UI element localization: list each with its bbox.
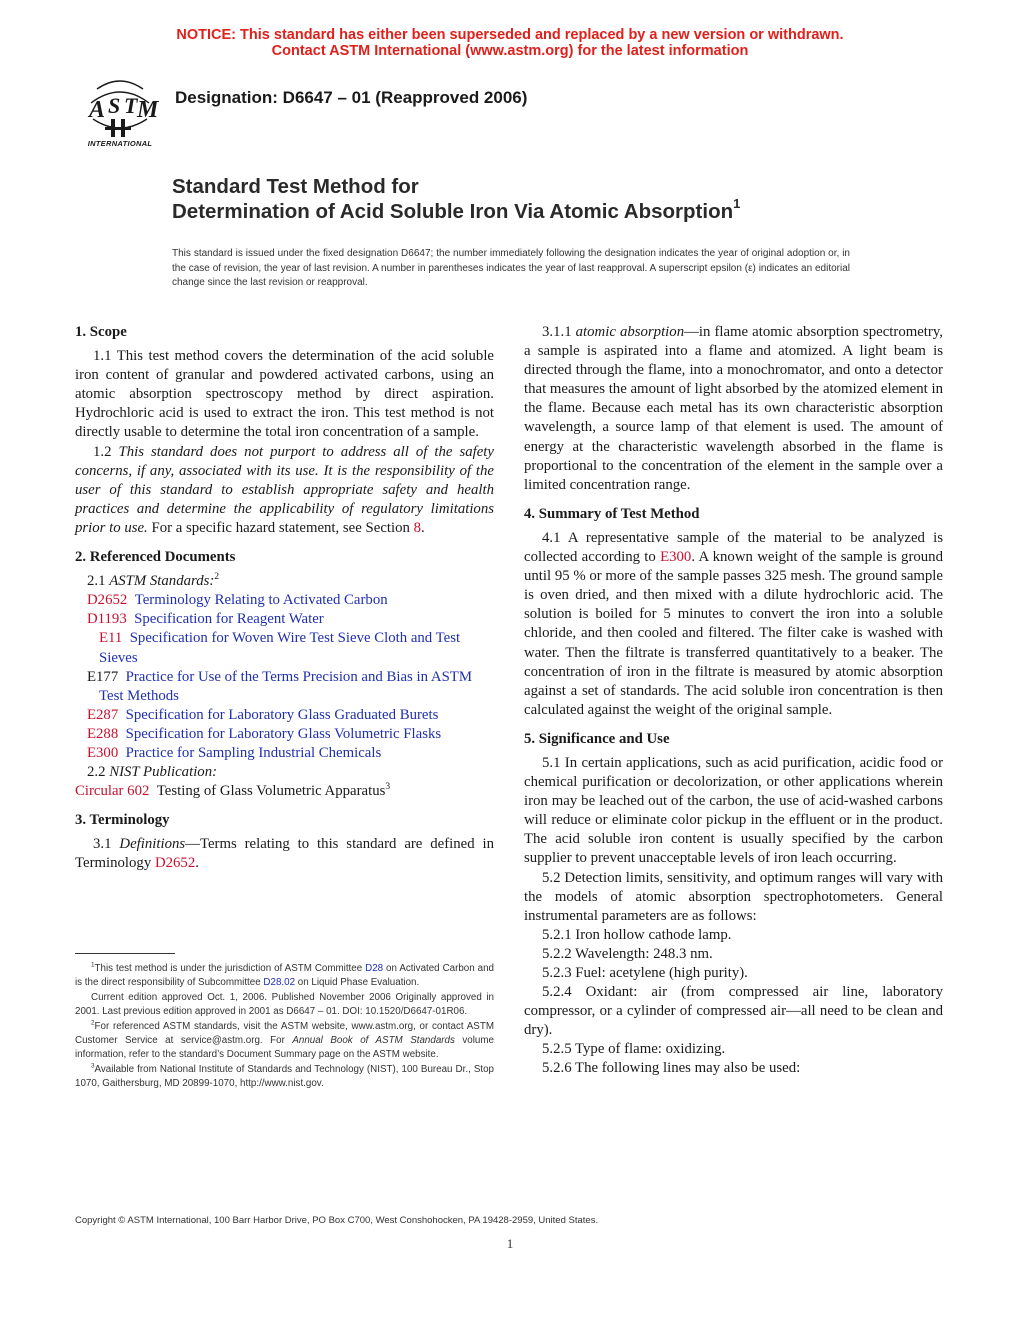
para-2-2-number: 2.2: [87, 764, 106, 781]
list-item: 5.2.4 Oxidant: air (from compressed air line, laboratory compressor, or a cylinder of compressed air—all need to be clean and dry).: [524, 984, 943, 1039]
title-footnote-marker: 1: [733, 196, 741, 211]
footnote-3: [75, 1063, 494, 1092]
nist-reference: [75, 782, 494, 801]
ref-title[interactable]: Terminology Relating to Activated Carbon: [134, 592, 388, 609]
footnote-2-italic: Annual Book of ASTM Standards: [292, 1035, 455, 1047]
section-1-heading: 1. Scope: [75, 324, 127, 340]
para-2-1: [75, 572, 494, 591]
list-item: 5.2.3 Fuel: acetylene (high purity).: [542, 965, 748, 981]
para-2-1-number: 2.1: [87, 573, 106, 590]
ref-code[interactable]: E288: [87, 725, 119, 742]
footnote-2-sup: 2: [91, 1019, 95, 1027]
designation: Designation: D6647 – 01 (Reapproved 2006): [175, 88, 528, 107]
svg-text:M: M: [137, 97, 159, 123]
footnote-1-text-c: on Liquid Phase Evaluation.: [297, 977, 420, 989]
ref-title[interactable]: Practice for Sampling Industrial Chemicals: [125, 744, 382, 761]
ref-title[interactable]: Practice for Use of the Terms Precision and Bias in ASTM Test Methods: [99, 668, 472, 704]
para-4-1: [524, 529, 943, 720]
astm-standards-label: ASTM Standards:: [109, 573, 215, 590]
para-1-1: 1.1 This test method covers the determination of the acid soluble iron content of granular and powdered activated carbons, using an atomic absorption spectroscopy method by direct aspiration. Hydrochloric acid is used to extract the iron. This test method is not directly usable to determine the total iron concentration of a sample.: [75, 348, 494, 441]
para-1-2: [75, 443, 494, 538]
astm-logo: [75, 75, 165, 155]
para-1-2-end: .: [421, 519, 425, 536]
section-4-heading: 4. Summary of Test Method: [524, 505, 700, 522]
para-3-1-1-number: 3.1.1: [542, 324, 572, 340]
ref-code[interactable]: D1193: [87, 611, 127, 628]
footnote-1-edition: Current edition approved Oct. 1, 2006. Published November 2006 Originally approved in 2001. Last previous edition approved in 2001 as D6647 – 01. DOI: 10.1520/D6647-01R06.: [75, 991, 494, 1018]
reference-list-item: [75, 706, 494, 725]
para-3-1-text: —Terms relating to this standard are defined in Terminology: [75, 836, 495, 872]
ref-code[interactable]: D2652: [87, 592, 128, 609]
section-2-heading: 2. Referenced Documents: [75, 549, 236, 566]
list-item: 5.2.5 Type of flame: oxidizing.: [542, 1041, 726, 1058]
ref-code[interactable]: E287: [87, 706, 119, 723]
section-3-heading: 3. Terminology: [75, 812, 170, 829]
section-5-heading: 5. Significance and Use: [524, 730, 670, 747]
atomic-absorption-term: atomic absorption: [575, 324, 685, 340]
reference-list-item: [75, 629, 494, 667]
para-4-1-start: 4.1 A representative sample of the material to be analyzed is collected according to: [524, 529, 943, 566]
svg-text:T: T: [124, 93, 138, 118]
ref-title[interactable]: Specification for Laboratory Glass Volumetric Flasks: [125, 725, 442, 742]
para-3-1: [75, 835, 494, 873]
definitions-term: Definitions: [119, 836, 186, 853]
footnote-1-text-a: This test method is under the jurisdiction of ASTM Committee: [94, 963, 363, 974]
d2652-link[interactable]: D2652: [154, 855, 196, 872]
e300-link[interactable]: E300: [660, 549, 692, 566]
para-3-1-end: .: [195, 855, 199, 872]
title-main: Determination of Acid Soluble Iron Via Atomic Absorption: [172, 200, 734, 223]
list-item: 5.2.6 The following lines may also be used:: [542, 1060, 801, 1077]
footnote-3-marker: 3: [385, 781, 391, 793]
footnote-1: [75, 962, 494, 991]
list-item: 5.2.2 Wavelength: 248.3 nm.: [542, 945, 713, 962]
copyright: Copyright © ASTM International, 100 Barr Harbor Drive, PO Box C700, West Conshohocken, PA 19428-2959, United States.: [75, 1215, 599, 1226]
footnotes: [75, 962, 494, 1092]
footnote-2-text-b: volume information, refer to the standard’s Document Summary page on the ASTM website.: [75, 1035, 494, 1061]
para-3-1-number: 3.1: [93, 836, 112, 853]
footnote-3-sup: 3: [91, 1062, 95, 1070]
para-4-1-rest: . A known weight of the sample is ground until 95 % or more of the sample passes 325 mesh. The ground sample is oven dried, and then mixed with a dilute hydrochloric acid. The solution is boiled for 5 minutes to convert the iron into a soluble chloride, and then cooled and filtered. The filter cake is washed with water. Then the filtrate is transferred quantitatively to a beaker. The concentration of iron in the filtrate is measured by atomic absorption against a set of standards. The acid soluble iron concentration is then calculated against the weight of the original sample.: [524, 549, 943, 718]
footnote-1-text-b: on Activated Carbon and is the direct responsibility of Subcommittee: [75, 963, 494, 989]
para-1-2-tail: For a specific hazard statement, see Section: [151, 519, 410, 536]
ref-code[interactable]: E300: [87, 744, 119, 761]
ref-title[interactable]: Specification for Reagent Water: [134, 611, 324, 628]
para-3-1-1-text: —in flame atomic absorption spectrometry, a sample is aspirated into a flame and atomized. A light beam is directed through the flame, into a monochromator, and onto a detector that measures the amount of light absorbed by the atomized element in the flame. Because each metal has its own characteristic absorption wavelength, a source lamp of that element is used. The amount of energy at the characteristic wavelength absorbed in the flame is proportional to the concentration of the element in the sample over a limited concentration range.: [524, 324, 943, 493]
nist-code[interactable]: Circular 602: [75, 783, 150, 800]
para-1-2-safety: This standard does not purport to address all of the safety concerns, if any, associated with its use. It is the responsibility of the user of this standard to establish appropriate safety and health practices and determine the applicability of regulatory limitations prior to use.: [75, 443, 494, 536]
footnote-divider: [75, 953, 175, 954]
notice-line-2: Contact ASTM International (www.astm.org) for the latest information: [271, 43, 749, 59]
reference-list-item: [75, 610, 494, 629]
svg-text:A: A: [89, 97, 106, 123]
para-5-1: 5.1 In certain applications, such as acid purification, acidic food or chemical purification or decolorization, or other applications wherein iron may be leached out of the carbon, the use of acid-washed carbons will reduce or eliminate color pickup in the effluent or in the product. The acid soluble iron content is usually specified by the carbon supplier to prevent unacceptable levels of iron leach occurring.: [524, 754, 943, 867]
section-8-link[interactable]: 8: [413, 519, 422, 536]
footnote-2-marker: 2: [214, 571, 220, 583]
para-3-1-1: [524, 323, 943, 495]
ref-title[interactable]: Specification for Laboratory Glass Graduated Burets: [125, 706, 439, 723]
reference-list-item: [75, 744, 494, 763]
nist-title: Testing of Glass Volumetric Apparatus: [156, 783, 386, 800]
right-column: [524, 323, 943, 1079]
footnote-2: [75, 1020, 494, 1063]
d28-link[interactable]: D28: [365, 963, 384, 974]
footnote-2-text-a: For referenced ASTM standards, visit the ASTM website, www.astm.org, or contact ASTM Customer Service at service@astm.org. For: [75, 1020, 494, 1047]
footnote-1-marker: 1: [91, 961, 95, 969]
page-number: 1: [506, 1236, 514, 1251]
logo-text: INTERNATIONAL: [87, 139, 153, 148]
ref-code[interactable]: E11: [99, 630, 123, 647]
left-column: [75, 323, 494, 874]
intro-paragraph: This standard is issued under the fixed designation D6647; the number immediately following the designation indicates the year of original adoption or, in the case of revision, the year of last revision. A number in parentheses indicates the year of last reapproval. A superscript epsilon (ε) indicates an editorial change since the last revision or reapproval.: [172, 248, 850, 289]
notice-line-1: NOTICE: This standard has either been superseded and replaced by a new version or withdrawn.: [176, 27, 844, 43]
ref-code: E177: [87, 668, 119, 685]
para-2-2: [75, 763, 494, 782]
nist-publication-label: NIST Publication:: [109, 764, 218, 781]
ref-title[interactable]: Specification for Woven Wire Test Sieve Cloth and Test Sieves: [99, 630, 461, 666]
title-line-1: Standard Test Method for: [172, 175, 419, 198]
svg-text:S: S: [108, 93, 121, 118]
title-line-2: [172, 196, 741, 224]
para-5-2: 5.2 Detection limits, sensitivity, and optimum ranges will vary with the models of atomic absorption spectrophotometers. General instrumental parameters are as follows:: [524, 869, 943, 924]
reference-list-item: [75, 591, 494, 610]
list-item: 5.2.1 Iron hollow cathode lamp.: [542, 926, 732, 943]
footnote-3-text: Available from National Institute of Standards and Technology (NIST), 100 Bureau Dr., Stop 1070, Gaithersburg, MD 20899-1070, http://www.nist.gov.: [75, 1063, 494, 1090]
para-1-2-number: 1.2: [93, 443, 112, 460]
d28-02-link[interactable]: D28.02: [263, 977, 296, 989]
reference-list-item: [75, 668, 494, 706]
reference-list-item: [75, 725, 494, 744]
